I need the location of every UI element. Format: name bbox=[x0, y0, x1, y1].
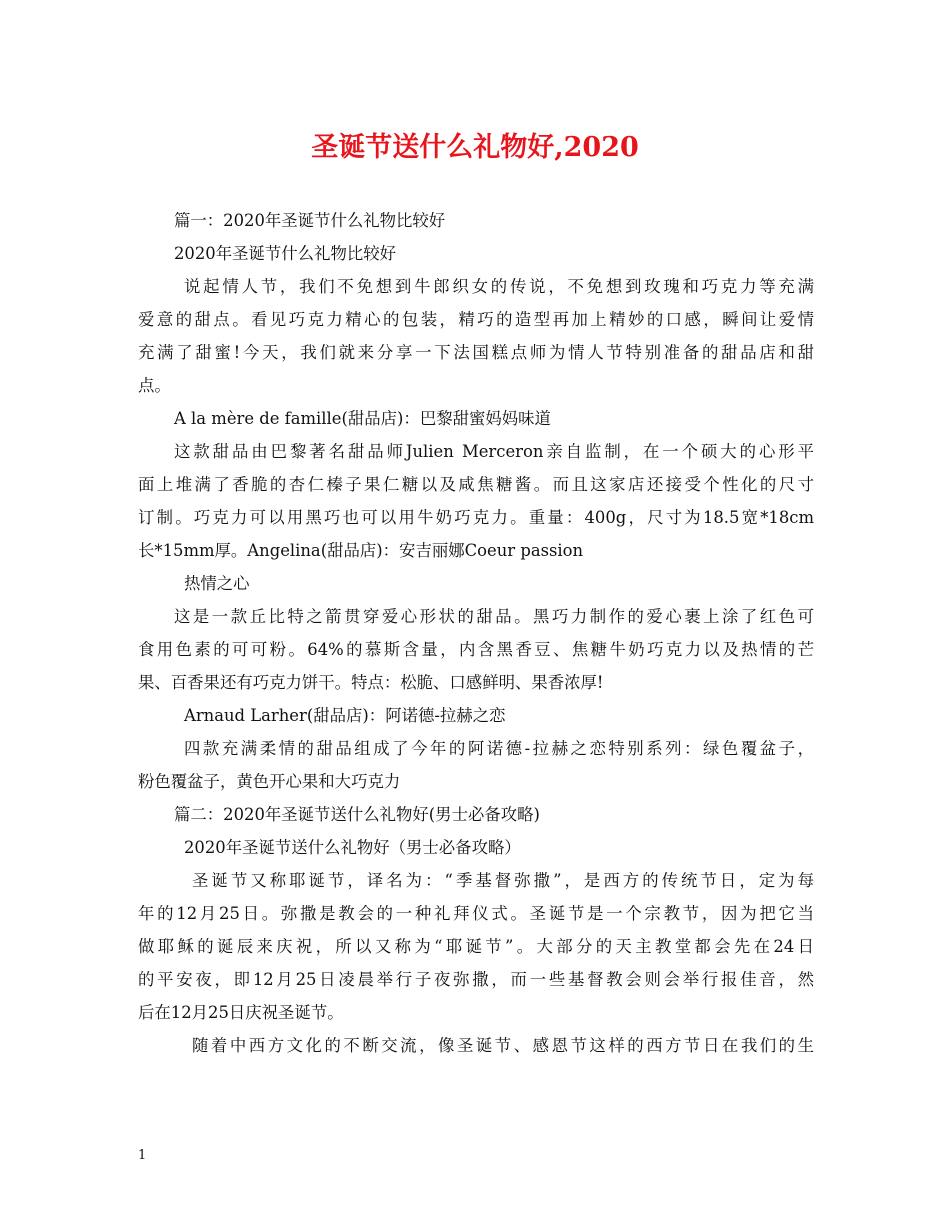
paragraph-line: 食用色素的可可粉。64%的慕斯含量，内含黑香豆、焦糖牛奶巧克力以及热情的芒 bbox=[138, 640, 814, 659]
paragraph-line: 订制。巧克力可以用黑巧也可以用牛奶巧克力。重量：400g，尺寸为18.5宽*18cm bbox=[138, 508, 814, 527]
paragraph-line: 面上堆满了香脆的杏仁榛子果仁糖以及咸焦糖酱。而且这家店还接受个性化的尺寸 bbox=[138, 475, 814, 494]
paragraph-line: 后在12月25日庆祝圣诞节。 bbox=[138, 1003, 344, 1022]
subsection-heading: 2020年圣诞节什么礼物比较好 bbox=[174, 244, 397, 263]
paragraph-line: 随着中西方文化的不断交流，像圣诞节、感恩节这样的西方节日在我们的生 bbox=[192, 1036, 814, 1055]
paragraph-line: 爱意的甜点。看见巧克力精心的包装，精巧的造型再加上精妙的口感，瞬间让爱情 bbox=[138, 310, 814, 329]
paragraph-line: 点。 bbox=[138, 376, 171, 395]
paragraph-line: 热情之心 bbox=[184, 574, 250, 593]
page-number: 1 bbox=[138, 1148, 147, 1163]
paragraph-line: 圣诞节又称耶诞节，译名为：“季基督弥撒”，是西方的传统节日，定为每 bbox=[192, 871, 814, 890]
paragraph-line: 四款充满柔情的甜品组成了今年的阿诺德-拉赫之恋特别系列：绿色覆盆子， bbox=[184, 739, 814, 758]
paragraph-line: 果、百香果还有巧克力饼干。特点：松脆、口感鲜明、果香浓厚! bbox=[138, 673, 604, 692]
paragraph-line: 这是一款丘比特之箭贯穿爱心形状的甜品。黑巧力制作的爱心裹上涂了红色可 bbox=[174, 607, 814, 626]
paragraph-line: 这款甜品由巴黎著名甜品师Julien Merceron亲自监制，在一个硕大的心形平 bbox=[174, 442, 814, 461]
paragraph-line: 做耶稣的诞辰来庆祝，所以又称为“耶诞节”。大部分的天主教堂都会先在24日 bbox=[138, 937, 814, 956]
document-body bbox=[138, 204, 814, 1062]
paragraph-line: 年的12月25日。弥撒是教会的一种礼拜仪式。圣诞节是一个宗教节，因为把它当 bbox=[138, 904, 814, 923]
document-title: 圣诞节送什么礼物好,2020 bbox=[311, 132, 639, 163]
paragraph-line: Arnaud Larher(甜品店)：阿诺德-拉赫之恋 bbox=[184, 706, 506, 725]
paragraph-line: A la mère de famille(甜品店)：巴黎甜蜜妈妈味道 bbox=[174, 409, 551, 428]
paragraph-line: 说起情人节，我们不免想到牛郎织女的传说，不免想到玫瑰和巧克力等充满 bbox=[184, 277, 814, 296]
paragraph-line: 充满了甜蜜!今天，我们就来分享一下法国糕点师为情人节特别准备的甜品店和甜 bbox=[138, 343, 814, 362]
paragraph-line: 粉色覆盆子，黄色开心果和大巧克力 bbox=[138, 772, 401, 791]
section-heading: 篇一：2020年圣诞节什么礼物比较好 bbox=[174, 211, 446, 230]
paragraph-line: 的平安夜，即12月25日凌晨举行子夜弥撒，而一些基督教会则会举行报佳音，然 bbox=[138, 970, 814, 989]
subsection-heading: 2020年圣诞节送什么礼物好（男士必备攻略） bbox=[184, 838, 521, 857]
section-heading: 篇二：2020年圣诞节送什么礼物好(男士必备攻略) bbox=[174, 805, 540, 824]
paragraph-line: 长*15mm厚。Angelina(甜品店)：安吉丽娜Coeur passion bbox=[138, 541, 584, 560]
